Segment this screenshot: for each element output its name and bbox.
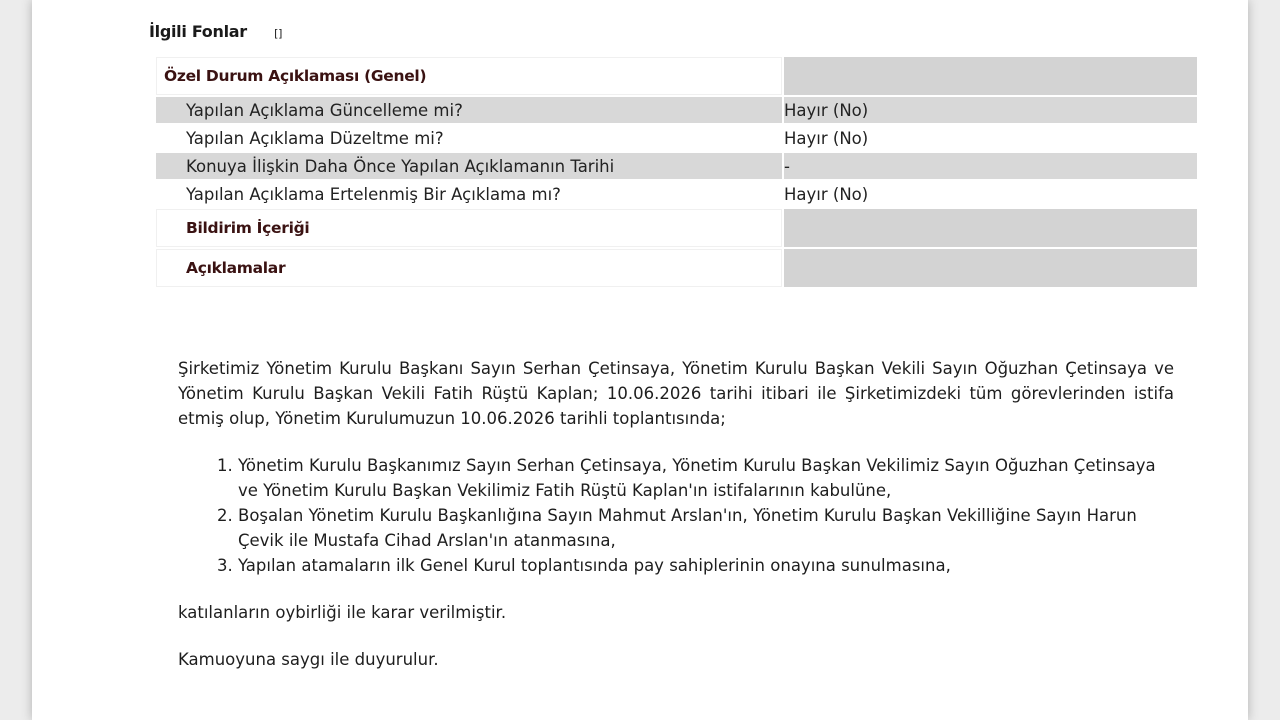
related-funds-row — [149, 22, 282, 41]
final-paragraph: Kamuoyuna saygı ile duyurulur. — [178, 650, 439, 669]
disclosure-table — [154, 55, 1199, 289]
section-title: Özel Durum Açıklaması (Genel) — [155, 56, 783, 96]
intro-paragraph: Şirketimiz Yönetim Kurulu Başkanı Sayın Serhan Çetinsaya, Yönetim Kurulu Başkan Vekili Sayın Oğuzhan Çetinsaya ve Yönetim Kurulu Başkan Vekili Fatih Rüştü Kaplan; 10.06.2026 tarihi itibari ile Şirketimizdeki tüm görevlerinden istifa etmiş olup, Yönetim Kurulumuzun 10.06.2026 tarihli toplantısında; — [178, 359, 1174, 428]
table-row — [155, 152, 1198, 180]
row-label: Yapılan Açıklama Güncelleme mi? — [155, 96, 783, 124]
row-value: Hayır (No) — [783, 96, 1198, 124]
section-title-value — [783, 56, 1198, 96]
row-label: Yapılan Açıklama Düzeltme mi? — [155, 124, 783, 152]
notification-content-value — [783, 208, 1198, 248]
list-item: 1. Yönetim Kurulu Başkanımız Sayın Serhan Çetinsaya, Yönetim Kurulu Başkan Vekilimiz Sayın Oğuzhan Çetinsaya ve Yönetim Kurulu Başkan Vekilimiz Fatih Rüştü Kaplan'ın istifalarının kabulüne, — [238, 453, 1174, 503]
related-funds-value: [] — [274, 27, 283, 40]
row-label: Yapılan Açıklama Ertelenmiş Bir Açıklama mı? — [155, 180, 783, 208]
list-item: 2. Boşalan Yönetim Kurulu Başkanlığına Sayın Mahmut Arslan'ın, Yönetim Kurulu Başkan Vekilliğine Sayın Harun Çevik ile Mustafa Cihad Arslan'ın atanmasına, — [238, 503, 1174, 553]
notification-content-row — [155, 208, 1198, 248]
row-value: Hayır (No) — [783, 124, 1198, 152]
list-item: 3. Yapılan atamaların ilk Genel Kurul toplantısında pay sahiplerinin onayına sunulmasına, — [238, 553, 1174, 578]
decision-list — [178, 453, 1174, 578]
section-header-row — [155, 56, 1198, 96]
explanations-label: Açıklamalar — [155, 248, 783, 288]
row-value: Hayır (No) — [783, 180, 1198, 208]
notification-content-label: Bildirim İçeriği — [155, 208, 783, 248]
announcement-body — [178, 356, 1174, 672]
row-label: Konuya İlişkin Daha Önce Yapılan Açıklamanın Tarihi — [155, 152, 783, 180]
table-row — [155, 180, 1198, 208]
table-row — [155, 124, 1198, 152]
explanations-row — [155, 248, 1198, 288]
row-value: - — [783, 152, 1198, 180]
explanations-value — [783, 248, 1198, 288]
table-row — [155, 96, 1198, 124]
disclosure-page — [32, 0, 1248, 720]
related-funds-label: İlgili Fonlar — [149, 22, 247, 41]
closing-paragraph: katılanların oybirliği ile karar verilmiştir. — [178, 603, 507, 622]
